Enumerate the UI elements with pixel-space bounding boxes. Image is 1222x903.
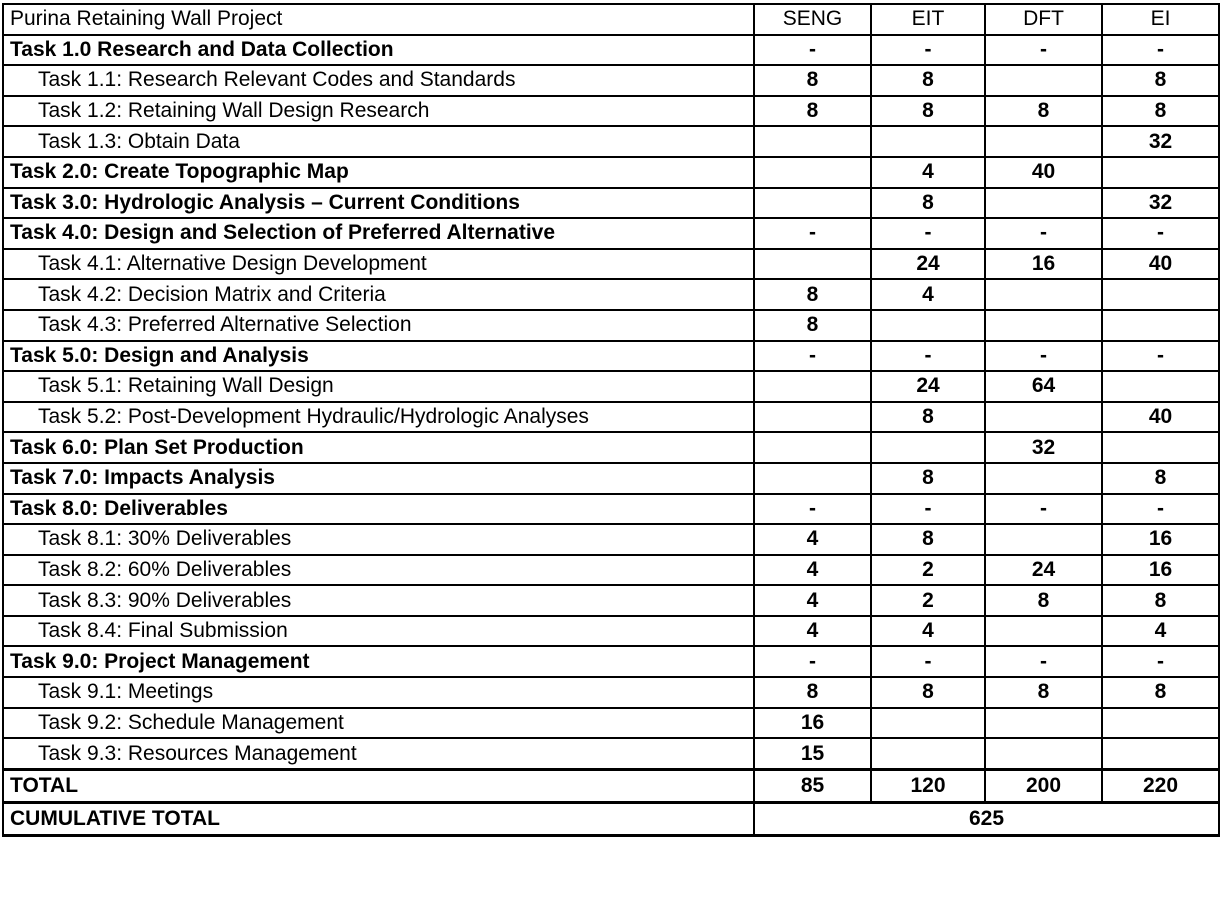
hours-cell-ei: 8 [1102, 677, 1219, 708]
hours-cell-ei: - [1102, 218, 1219, 249]
hours-cell-dft: 8 [985, 677, 1102, 708]
subtask-row [3, 371, 1219, 402]
task-label: Task 2.0: Create Topographic Map [3, 157, 754, 188]
task-label: Task 8.3: 90% Deliverables [3, 585, 754, 616]
hours-cell-eit [871, 738, 985, 769]
task-label: Task 6.0: Plan Set Production [3, 432, 754, 463]
hours-cell-seng: 8 [754, 677, 871, 708]
task-label: Task 5.2: Post-Development Hydraulic/Hydrologic Analyses [3, 402, 754, 433]
hours-cell-dft: - [985, 35, 1102, 66]
hours-cell-dft [985, 65, 1102, 96]
task-label: Task 4.0: Design and Selection of Preferred Alternative [3, 218, 754, 249]
hours-cell-ei: 8 [1102, 585, 1219, 616]
column-header-eit: EIT [871, 4, 985, 35]
hours-cell-eit: 4 [871, 279, 985, 310]
task-label: Task 8.1: 30% Deliverables [3, 524, 754, 555]
subtask-row [3, 402, 1219, 433]
hours-cell-dft: 40 [985, 157, 1102, 188]
hours-cell-seng [754, 371, 871, 402]
hours-cell-ei: 8 [1102, 463, 1219, 494]
hours-cell-dft [985, 616, 1102, 647]
hours-cell-dft: 64 [985, 371, 1102, 402]
task-group-row [3, 35, 1219, 66]
task-label: Task 4.1: Alternative Design Development [3, 249, 754, 280]
task-label: Task 9.3: Resources Management [3, 738, 754, 769]
hours-cell-ei [1102, 738, 1219, 769]
hours-cell-ei: 4 [1102, 616, 1219, 647]
hours-cell-dft [985, 708, 1102, 739]
subtask-row [3, 96, 1219, 127]
hours-cell-dft: - [985, 494, 1102, 525]
hours-cell-seng: 16 [754, 708, 871, 739]
subtask-row [3, 555, 1219, 586]
table-title: Purina Retaining Wall Project [3, 4, 754, 35]
hours-cell-dft [985, 738, 1102, 769]
hours-cell-eit: - [871, 646, 985, 677]
hours-cell-eit: 8 [871, 402, 985, 433]
subtask-row [3, 524, 1219, 555]
hours-cell-ei: 32 [1102, 126, 1219, 157]
task-group-row [3, 218, 1219, 249]
hours-cell-seng: 8 [754, 310, 871, 341]
subtask-row [3, 585, 1219, 616]
task-label: Task 1.3: Obtain Data [3, 126, 754, 157]
hours-cell-eit: 24 [871, 371, 985, 402]
hours-cell-eit: 2 [871, 585, 985, 616]
hours-cell-dft [985, 310, 1102, 341]
subtask-row [3, 126, 1219, 157]
task-label: Task 1.2: Retaining Wall Design Research [3, 96, 754, 127]
hours-cell-eit: 4 [871, 616, 985, 647]
subtask-row [3, 677, 1219, 708]
task-label: Task 1.0 Research and Data Collection [3, 35, 754, 66]
hours-cell-eit: 8 [871, 65, 985, 96]
hours-cell-ei: 8 [1102, 65, 1219, 96]
task-label: Task 8.2: 60% Deliverables [3, 555, 754, 586]
hours-cell-dft: 8 [985, 96, 1102, 127]
hours-cell-dft [985, 188, 1102, 219]
subtask-row [3, 65, 1219, 96]
subtask-row [3, 279, 1219, 310]
task-label: Task 9.1: Meetings [3, 677, 754, 708]
hours-cell-eit: 4 [871, 157, 985, 188]
hours-cell-dft [985, 279, 1102, 310]
hours-cell-ei [1102, 708, 1219, 739]
hours-cell-ei: 40 [1102, 402, 1219, 433]
task-label: Task 3.0: Hydrologic Analysis – Current Conditions [3, 188, 754, 219]
hours-cell-eit: 8 [871, 677, 985, 708]
hours-cell-ei: - [1102, 494, 1219, 525]
hours-cell-seng [754, 249, 871, 280]
hours-cell-seng: 15 [754, 738, 871, 769]
task-label: Task 4.3: Preferred Alternative Selection [3, 310, 754, 341]
column-header-ei: EI [1102, 4, 1219, 35]
cumulative-total-row [3, 802, 1219, 835]
task-label: Task 9.2: Schedule Management [3, 708, 754, 739]
hours-cell-eit: - [871, 494, 985, 525]
hours-cell-ei [1102, 371, 1219, 402]
column-header-seng: SENG [754, 4, 871, 35]
hours-cell-eit: - [871, 218, 985, 249]
hours-cell-ei [1102, 310, 1219, 341]
task-group-row [3, 341, 1219, 372]
task-label: Task 7.0: Impacts Analysis [3, 463, 754, 494]
hours-cell-dft [985, 463, 1102, 494]
subtask-row [3, 738, 1219, 769]
total-ei: 220 [1102, 769, 1219, 802]
hours-cell-ei: 8 [1102, 96, 1219, 127]
subtask-row [3, 310, 1219, 341]
hours-cell-dft [985, 126, 1102, 157]
hours-cell-seng: - [754, 218, 871, 249]
hours-cell-dft: - [985, 646, 1102, 677]
header-row [3, 4, 1219, 35]
hours-cell-ei: 16 [1102, 524, 1219, 555]
task-group-row [3, 646, 1219, 677]
hours-cell-seng [754, 463, 871, 494]
hours-cell-dft [985, 524, 1102, 555]
hours-cell-dft: - [985, 341, 1102, 372]
task-group-row [3, 494, 1219, 525]
hours-cell-dft: 8 [985, 585, 1102, 616]
hours-cell-seng: - [754, 35, 871, 66]
hours-cell-seng [754, 126, 871, 157]
hours-cell-seng [754, 157, 871, 188]
hours-cell-seng: - [754, 646, 871, 677]
hours-cell-seng: 4 [754, 524, 871, 555]
task-label: Task 8.4: Final Submission [3, 616, 754, 647]
hours-cell-eit: 8 [871, 463, 985, 494]
hours-cell-eit: 8 [871, 96, 985, 127]
total-seng: 85 [754, 769, 871, 802]
task-label: Task 8.0: Deliverables [3, 494, 754, 525]
task-label: Task 9.0: Project Management [3, 646, 754, 677]
hours-cell-dft: 32 [985, 432, 1102, 463]
hours-cell-seng: 4 [754, 555, 871, 586]
task-label: Task 5.0: Design and Analysis [3, 341, 754, 372]
hours-cell-seng: 8 [754, 96, 871, 127]
hours-cell-eit: 24 [871, 249, 985, 280]
task-group-row [3, 157, 1219, 188]
hours-cell-ei: - [1102, 35, 1219, 66]
column-header-dft: DFT [985, 4, 1102, 35]
hours-cell-eit [871, 310, 985, 341]
hours-cell-dft: - [985, 218, 1102, 249]
cumulative-total-label: CUMULATIVE TOTAL [3, 802, 754, 835]
hours-cell-seng [754, 188, 871, 219]
hours-cell-ei: 32 [1102, 188, 1219, 219]
hours-cell-seng: - [754, 341, 871, 372]
hours-cell-ei: 40 [1102, 249, 1219, 280]
hours-cell-eit: 8 [871, 524, 985, 555]
hours-cell-seng: 8 [754, 65, 871, 96]
task-label: Task 4.2: Decision Matrix and Criteria [3, 279, 754, 310]
total-dft: 200 [985, 769, 1102, 802]
hours-cell-ei [1102, 432, 1219, 463]
hours-cell-ei [1102, 279, 1219, 310]
subtask-row [3, 249, 1219, 280]
subtask-row [3, 708, 1219, 739]
total-label: TOTAL [3, 769, 754, 802]
hours-cell-ei: - [1102, 646, 1219, 677]
task-rows [3, 35, 1219, 770]
task-group-row [3, 188, 1219, 219]
hours-table-container [2, 3, 1218, 837]
hours-cell-dft: 24 [985, 555, 1102, 586]
hours-cell-ei: - [1102, 341, 1219, 372]
hours-cell-seng: - [754, 494, 871, 525]
hours-cell-ei: 16 [1102, 555, 1219, 586]
task-group-row [3, 432, 1219, 463]
total-row [3, 769, 1219, 802]
hours-cell-eit: 2 [871, 555, 985, 586]
hours-cell-eit [871, 432, 985, 463]
subtask-row [3, 616, 1219, 647]
total-eit: 120 [871, 769, 985, 802]
hours-cell-seng: 4 [754, 585, 871, 616]
cumulative-total-value: 625 [754, 802, 1219, 835]
hours-cell-seng: 4 [754, 616, 871, 647]
task-label: Task 5.1: Retaining Wall Design [3, 371, 754, 402]
hours-cell-dft [985, 402, 1102, 433]
hours-table [2, 3, 1220, 837]
task-group-row [3, 463, 1219, 494]
hours-cell-eit: 8 [871, 188, 985, 219]
hours-cell-dft: 16 [985, 249, 1102, 280]
hours-cell-ei [1102, 157, 1219, 188]
hours-cell-eit: - [871, 35, 985, 66]
hours-cell-eit [871, 708, 985, 739]
hours-cell-seng: 8 [754, 279, 871, 310]
hours-cell-eit: - [871, 341, 985, 372]
hours-cell-eit [871, 126, 985, 157]
hours-cell-seng [754, 402, 871, 433]
hours-cell-seng [754, 432, 871, 463]
task-label: Task 1.1: Research Relevant Codes and Standards [3, 65, 754, 96]
